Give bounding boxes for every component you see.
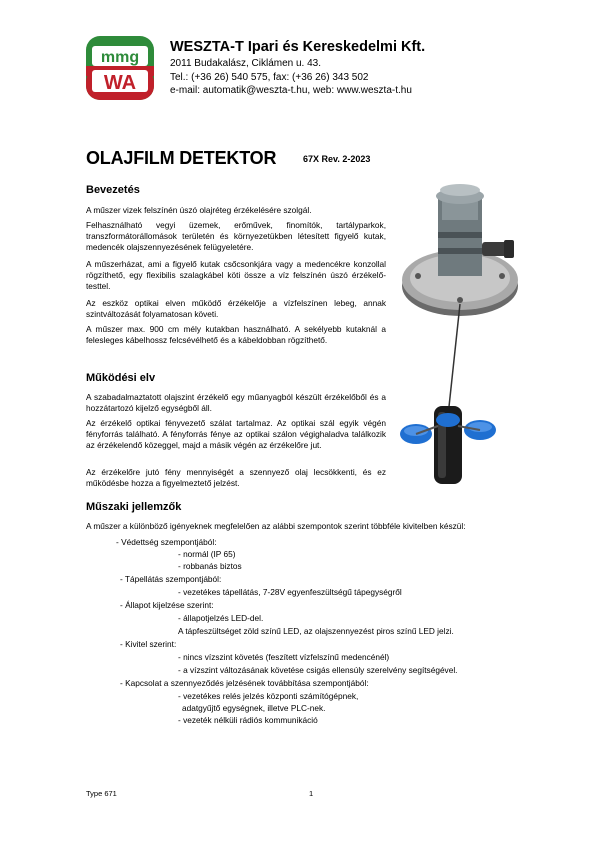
spec-line: - a vízszint változásának követése csigás ellensúly szerelvény segítségével.	[178, 665, 458, 675]
operation-paragraph-3: Az érzékelőre jutó fény mennyiségét a szennyező olaj lecsökkenti, és ez működésbe hozza a figyelmeztető jelzést.	[86, 467, 386, 488]
product-photo	[398, 176, 534, 488]
spec-line: - vezetékes relés jelzés központi számítógépnek,	[178, 691, 359, 701]
spec-line: - Állapot kijelzése szerint:	[120, 600, 214, 610]
operation-paragraph-1: A szabadalmaztatott olajszint érzékelő egy műanyagból készült érzékelőből és a hozzátartozó kijelző egységből áll.	[86, 392, 386, 413]
intro-paragraph-5: A műszer max. 900 cm mély kutakban használható. A sekélyebb kutaknál a felesleges kábelhossz felcsévélhető és a kábeldobban rögzíthető.	[86, 324, 386, 345]
logo-top-text: mmg	[100, 49, 140, 66]
operation-heading: Működési elv	[86, 372, 156, 384]
company-phone: Tel.: (+36 26) 540 575, fax: (+36 26) 343 502	[170, 72, 369, 83]
spec-line: - állapotjelzés LED-del.	[178, 613, 264, 623]
company-name: WESZTA-T Ipari és Kereskedelmi Kft.	[170, 39, 426, 55]
spec-line: - normál (IP 65)	[178, 549, 236, 559]
specs-intro: A műszer a különböző igényeknek megfelelően az alábbi szempontok szerint többféle kivitelben készül:	[86, 521, 466, 531]
spec-line: - robbanás biztos	[178, 561, 242, 571]
spec-line: - Védettség szempontjából:	[116, 537, 217, 547]
company-address: 2011 Budakalász, Ciklámen u. 43.	[170, 58, 322, 69]
company-contact: e-mail: automatik@weszta-t.hu, web: www.weszta-t.hu	[170, 85, 412, 96]
intro-paragraph-4: Az eszköz optikai elven működő érzékelője a vízfelszínen lebeg, annak szintváltozását folyamatosan követi.	[86, 298, 386, 319]
intro-paragraph-2: Felhasználható vegyi üzemek, erőművek, finomítók, tartályparkok, transzformátorállomások területén és környezetükben létesített figyelő kutak, medencék olajszennyezésének felügyeletére.	[86, 220, 386, 252]
footer-type: Type 671	[86, 789, 117, 798]
spec-line: - vezetékes tápellátás, 7-28V egyenfeszültségű tápegységről	[178, 587, 402, 597]
spec-line: - Kapcsolat a szennyeződés jelzésének továbbítása szempontjából:	[120, 678, 369, 688]
document-revision: 67X Rev. 2-2023	[303, 154, 371, 164]
spec-line: - nincs vízszint követés (feszített vízfelszínű medencénél)	[178, 652, 390, 662]
spec-line: - vezeték nélküli rádiós kommunikáció	[178, 715, 318, 725]
logo-bottom-text: WA	[103, 72, 137, 94]
spec-line: A tápfeszültséget zöld színű LED, az olajszennyezést piros színű LED jelzi.	[178, 626, 454, 636]
spec-line: - Kivitel szerint:	[120, 639, 177, 649]
footer-page-number: 1	[309, 789, 314, 798]
company-logo	[86, 36, 154, 100]
specs-heading: Műszaki jellemzők	[86, 501, 182, 513]
intro-paragraph-1: A műszer vizek felszínén úszó olajréteg érzékelésére szolgál.	[86, 205, 312, 215]
intro-heading: Bevezetés	[86, 184, 140, 196]
spec-line: adatgyűjtő egységnek, illetve PLC-nek.	[182, 703, 326, 713]
operation-paragraph-2: Az érzékelő optikai fényvezető szálat tartalmaz. Az optikai szál egyik végén fényforrás található. A fényforrás fénye az optikai szálon végighaladva találkozik az érzékelendő közeggel, majd a másik végén az érzékelőre jut.	[86, 418, 386, 450]
spec-line: - Tápellátás szempontjából:	[120, 574, 222, 584]
intro-paragraph-3: A műszerházat, ami a figyelő kutak csőcsonkjára vagy a medencékre konzollal rögzíthető, egy flexibilis szalagkábel köti össze a víz felszínén úszó érzékelő-testtel.	[86, 259, 386, 291]
document-title: OLAJFILM DETEKTOR	[86, 148, 277, 168]
